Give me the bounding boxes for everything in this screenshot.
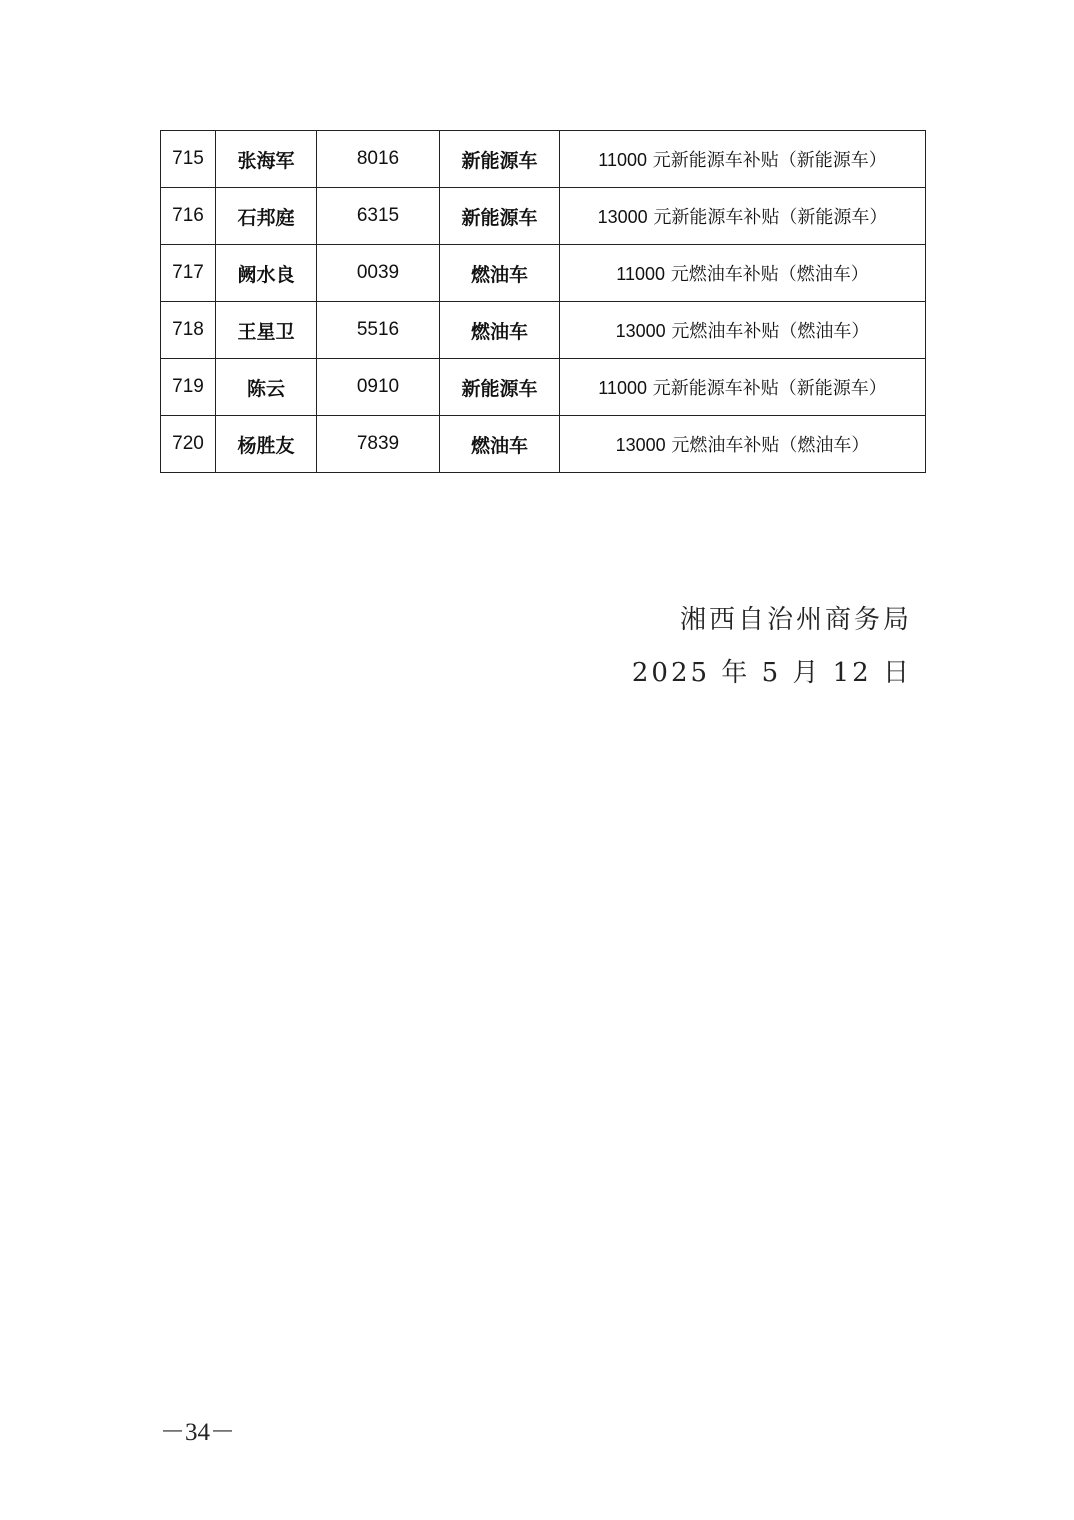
signature-block bbox=[632, 594, 912, 700]
subsidy-amount: 11000 bbox=[598, 378, 647, 398]
table-row bbox=[161, 359, 926, 416]
subsidy-amount: 13000 bbox=[615, 321, 666, 341]
code-cell: 0039 bbox=[317, 245, 440, 302]
name-cell: 王星卫 bbox=[216, 302, 317, 359]
subsidy-cell bbox=[560, 188, 926, 245]
category-cell: 燃油车 bbox=[440, 245, 560, 302]
category-cell: 燃油车 bbox=[440, 302, 560, 359]
subsidy-description: 元燃油车补贴（燃油车） bbox=[670, 264, 869, 285]
category-cell: 新能源车 bbox=[440, 359, 560, 416]
code-cell: 8016 bbox=[317, 131, 440, 188]
category-cell: 新能源车 bbox=[440, 188, 560, 245]
name-cell: 杨胜友 bbox=[216, 416, 317, 473]
table-row bbox=[161, 245, 926, 302]
code-cell: 6315 bbox=[317, 188, 440, 245]
subsidy-amount: 11000 bbox=[616, 264, 665, 284]
seq-cell: 717 bbox=[161, 245, 216, 302]
name-cell: 阙水良 bbox=[216, 245, 317, 302]
subsidy-table bbox=[160, 130, 926, 473]
subsidy-description: 元新能源车补贴（新能源车） bbox=[652, 378, 887, 399]
seq-cell: 716 bbox=[161, 188, 216, 245]
table-row bbox=[161, 188, 926, 245]
code-cell: 5516 bbox=[317, 302, 440, 359]
subsidy-description: 元燃油车补贴（燃油车） bbox=[671, 435, 870, 456]
page-number: －34－ bbox=[160, 1419, 236, 1446]
table-row bbox=[161, 131, 926, 188]
subsidy-description: 元新能源车补贴（新能源车） bbox=[652, 150, 887, 171]
subsidy-cell bbox=[560, 416, 926, 473]
table-row bbox=[161, 302, 926, 359]
name-cell: 石邦庭 bbox=[216, 188, 317, 245]
code-cell: 0910 bbox=[317, 359, 440, 416]
category-cell: 燃油车 bbox=[440, 416, 560, 473]
code-cell: 7839 bbox=[317, 416, 440, 473]
name-cell: 张海军 bbox=[216, 131, 317, 188]
seq-cell: 715 bbox=[161, 131, 216, 188]
seq-cell: 718 bbox=[161, 302, 216, 359]
subsidy-cell bbox=[560, 302, 926, 359]
subsidy-amount: 11000 bbox=[598, 150, 647, 170]
issue-date: 2025 年 5 月 12 日 bbox=[631, 658, 912, 688]
subsidy-amount: 13000 bbox=[597, 207, 648, 227]
seq-cell: 720 bbox=[161, 416, 216, 473]
category-cell: 新能源车 bbox=[440, 131, 560, 188]
name-cell: 陈云 bbox=[216, 359, 317, 416]
subsidy-description: 元新能源车补贴（新能源车） bbox=[653, 207, 888, 228]
subsidy-cell bbox=[560, 359, 926, 416]
subsidy-cell bbox=[560, 245, 926, 302]
subsidy-cell bbox=[560, 131, 926, 188]
seq-cell: 719 bbox=[161, 359, 216, 416]
issuing-organization: 湘西自治州商务局 bbox=[679, 605, 912, 635]
subsidy-description: 元燃油车补贴（燃油车） bbox=[671, 321, 870, 342]
table-row bbox=[161, 416, 926, 473]
subsidy-amount: 13000 bbox=[615, 435, 666, 455]
